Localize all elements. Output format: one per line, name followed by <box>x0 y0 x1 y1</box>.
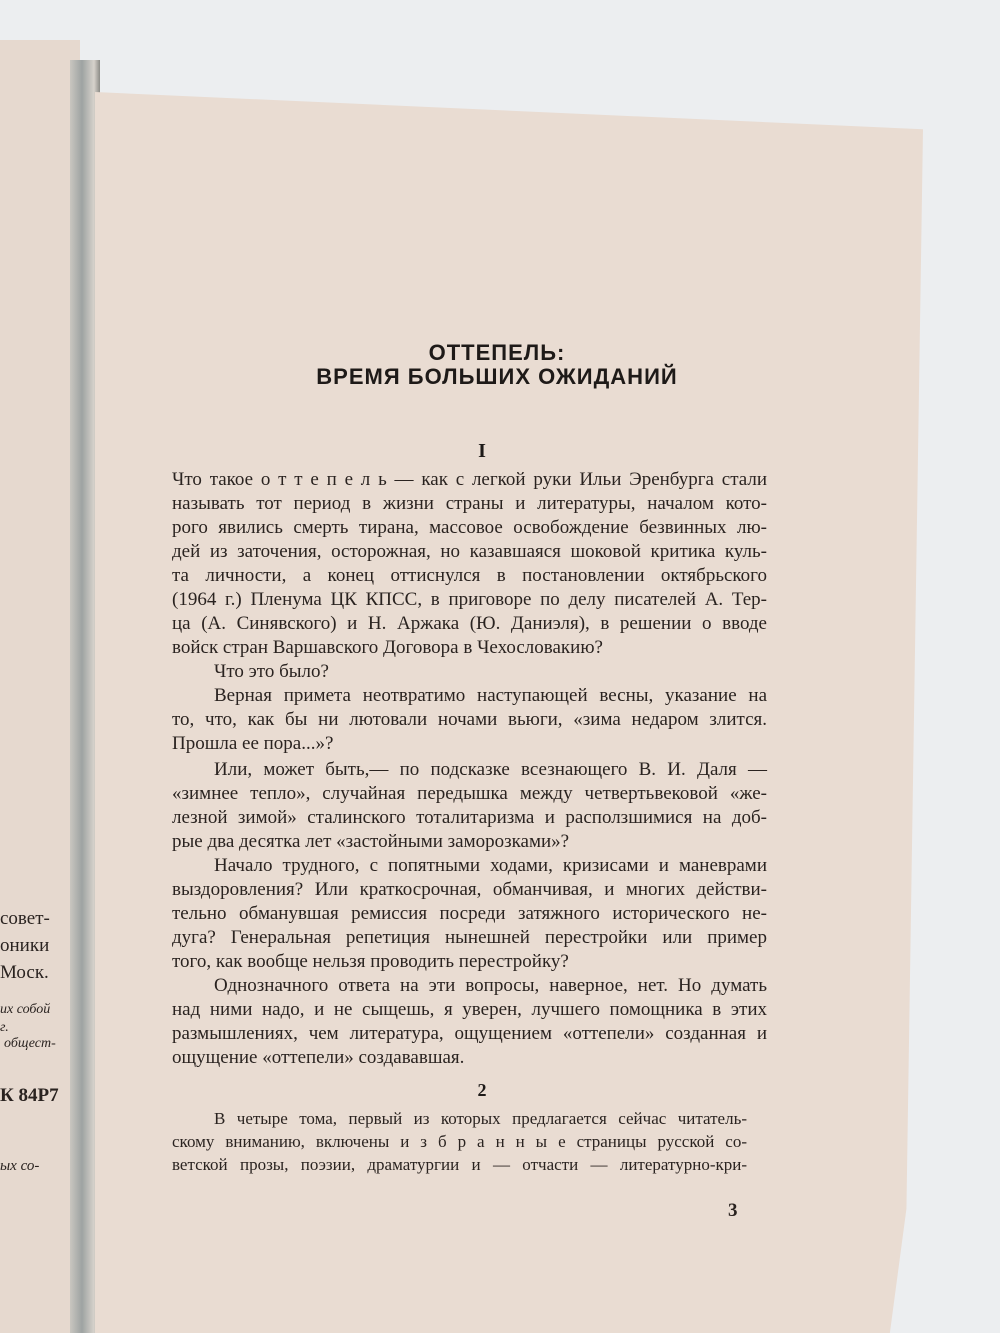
left-fragment: г. <box>0 1020 9 1035</box>
left-page <box>0 40 80 1333</box>
left-fragment: оники <box>0 935 50 956</box>
text-line: рого явились смерть тирана, массовое освобождение безвинных лю- <box>172 517 767 538</box>
text-line: Что такое о т т е п е л ь — как с легкой руки Ильи Эренбурга стали <box>172 469 767 490</box>
section1-text <box>172 468 767 1070</box>
page-number: 3 <box>728 1200 738 1221</box>
text-line: тельно обманувшая ремиссия посреди затяжного исторического не- <box>172 903 767 924</box>
text-line: Прошла ее пора...»? <box>172 733 334 754</box>
text-line: та личности, а конец оттиснулся в постановлении октябрьского <box>172 565 767 586</box>
left-fragment: общест- <box>4 1036 56 1051</box>
chapter-title-line1: ОТТЕПЕЛЬ: <box>428 340 566 365</box>
text-line: называть тот период в жизни страны и литературы, началом кото- <box>172 493 767 514</box>
text-line: того, как вообще нельзя проводить перестройку? <box>172 951 569 972</box>
text-line: рые два десятка лет «застойными заморозками»? <box>172 831 570 852</box>
left-fragment: К 84Р7 <box>0 1085 59 1106</box>
text-line: ощущение «оттепели» создававшая. <box>172 1047 465 1068</box>
text-line: над ними надо, и не сыщешь, я уверен, лучшего помощника в этих <box>172 999 767 1020</box>
left-fragment: совет- <box>0 908 50 929</box>
text-line: Начало трудного, с попятными ходами, кризисами и маневрами <box>214 855 767 876</box>
text-line: (1964 г.) Пленума ЦК КПСС, в приговоре по делу писателей А. Тер- <box>172 589 767 610</box>
text-line: ца (А. Синявского) и Н. Аржака (Ю. Даниэля), в решении о вводе <box>172 613 767 634</box>
section2-text <box>172 1107 747 1176</box>
text-line: Что это было? <box>214 661 329 682</box>
text-line: Однозначного ответа на эти вопросы, наверное, нет. Но думать <box>214 975 767 996</box>
chapter-title-line2: ВРЕМЯ БОЛЬШИХ ОЖИДАНИЙ <box>316 364 678 389</box>
text-line: ветской прозы, поэзии, драматургии и — отчасти — литературно-кри- <box>172 1155 747 1174</box>
text-line: скому вниманию, включены и з б р а н н ы е страницы русской со- <box>172 1132 747 1151</box>
text-line: войск стран Варшавского Договора в Чехословакию? <box>172 637 603 658</box>
section-number: 2 <box>477 1080 487 1100</box>
text-line: размышлениях, чем литература, ощущением «оттепели» созданная и <box>172 1023 767 1044</box>
text-line: В четыре тома, первый из которых предлагается сейчас читатель- <box>214 1109 747 1128</box>
left-fragment: Моск. <box>0 962 49 983</box>
text-line: Верная примета неотвратимо наступающей весны, указание на <box>214 685 767 706</box>
text-line: то, что, как бы ни лютовали ночами вьюги, «зима недаром злится. <box>172 709 767 730</box>
text-line: Или, может быть,— по подсказке всезнающего В. И. Даля — <box>214 759 767 780</box>
text-line: дей из заточения, осторожная, но казавшаяся шоковой критика куль- <box>172 541 767 562</box>
left-fragment: ых со- <box>0 1158 40 1174</box>
left-fragment: их собой <box>0 1002 51 1017</box>
text-line: дуга? Генеральная репетиция нынешней перестройки или пример <box>172 927 767 948</box>
text-line: «зимнее тепло», случайная передышка между четвертьвековой «же- <box>172 783 767 804</box>
section-number: I <box>478 440 486 462</box>
text-line: выздоровления? Или краткосрочная, обманчивая, и многих действи- <box>172 879 767 900</box>
text-line: лезной зимой» сталинского тоталитаризма и расползшимися на доб- <box>172 807 767 828</box>
